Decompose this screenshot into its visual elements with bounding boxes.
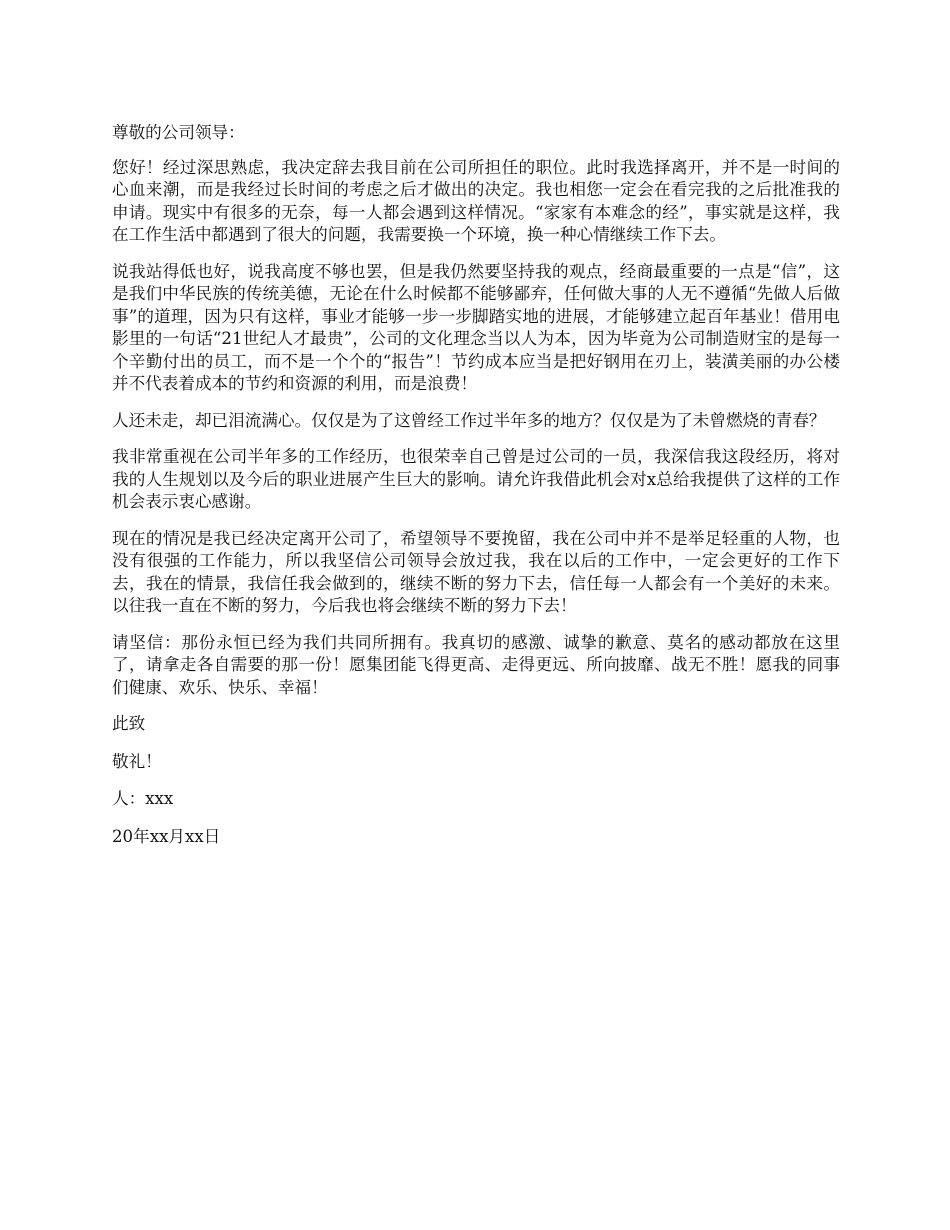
paragraph-greeting: 您好！经过深思熟虑，我决定辞去我目前在公司所担任的职位。此时我选择离开，并不是一时间的心血来潮，而是我经过长时间的考虑之后才做出的决定。我也相您一定会在看完我的之后批准我的申请。现实中有很多的无奈，每一人都会遇到这样情况。“家家有本难念的经”，事实就是这样，我在工作生活中都遇到了很大的问题，我需要换一个环境，换一种心情继续工作下去。 [112, 157, 840, 244]
paragraph-tears: 人还未走，却已泪流满心。仅仅是为了这曾经工作过半年多的地方？仅仅是为了未曾燃烧的青春？ [112, 410, 826, 430]
letter-page [112, 122, 840, 863]
paragraph-wishes: 请坚信：那份永恒已经为我们共同所拥有。我真切的感激、诚挚的歉意、莫名的感动都放在这里了，请拿走各自需要的那一份！愿集团能飞得更高、走得更远、所向披靡、战无不胜！愿我的同事们健康、欢乐、快乐、幸福！ [112, 632, 840, 697]
date: 20年xx月xx日 [112, 826, 221, 846]
closing: 此致 [112, 714, 146, 733]
paragraph-gratitude: 我非常重视在公司半年多的工作经历，也很荣幸自己曾是过公司的一员，我深信我这段经历，将对我的人生规划以及今后的职业进展产生巨大的影响。请允许我借此机会对x总给我提供了这样的工作机会表示衷心感谢。 [112, 447, 840, 511]
paragraph-decision: 现在的情况是我已经决定离开公司了，希望领导不要挽留，我在公司中并不是举足轻重的人物，也没有很强的工作能力，所以我坚信公司领导会放过我，我在以后的工作中，一定会更好的工作下去，我在的情景，我信任我会做到的，继续不断的努力下去，信任每一人都会有一个美好的未来。以往我一直在不断的努力，今后我也将会继续不断的努力下去！ [112, 528, 840, 615]
signature: 人：xxx [112, 789, 174, 808]
salutation: 尊敬的公司领导： [112, 123, 245, 142]
paragraph-trust: 说我站得低也好，说我高度不够也罢，但是我仍然要坚持我的观点，经商最重要的一点是“信”，这是我们中华民族的传统美德，无论在什么时候都不能够鄙弃，任何做大事的人无不遵循“先做人后做事”的道理，因为只有这样，事业才能够一步一步脚踏实地的进展，才能够建立起百年基业！借用电影里的一句话“21世纪人才最贵”，公司的文化理念当以人为本，因为毕竟为公司制造财宝的是每一个辛勤付出的员工，而不是一个个的“报告”！节约成本应当是把好钢用在刃上，装潢美丽的办公楼并不代表着成本的节约和资源的利用，而是浪费！ [112, 261, 840, 393]
regards: 敬礼！ [112, 751, 162, 771]
